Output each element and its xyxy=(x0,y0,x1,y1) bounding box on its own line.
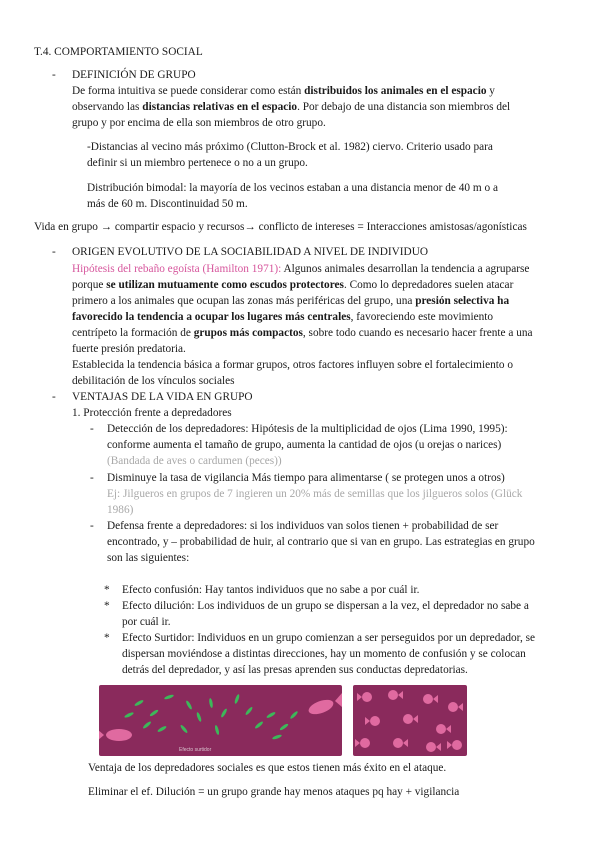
paragraph-line: debilitación de los vínculos sociales xyxy=(72,375,235,387)
bullet-dash: - xyxy=(90,423,94,435)
paragraph-line: grupo y por encima de ella son miembros de otro grupo. xyxy=(72,117,326,129)
paragraph-line: Defensa frente a depredadores: si los individuos van solos tienen + probabilidad de ser xyxy=(107,520,499,532)
fountain-effect-image xyxy=(99,685,342,756)
paragraph-line: Eliminar el ef. Dilución = un grupo grande hay menos ataques pq hay + vigilancia xyxy=(88,786,460,798)
paragraph-line: primero a los animales que ocupan las zonas más periféricas del grupo, una presión selectiva ha xyxy=(72,295,510,307)
star-item-line: dispersan moviéndose a distintas direcciones, hay un momento de confusión y se colocan xyxy=(122,648,526,660)
paragraph-line: Detección de los depredadores: Hipótesis de la multiplicidad de ojos (Lima 1990, 1995): xyxy=(107,423,508,435)
summary-line: Vida en grupo → compartir espacio y recursos→ conflicto de intereses = Interacciones amistosas/agonísticas xyxy=(34,221,527,233)
star-item-line: detrás del depredador, y así las presas aprenden sus conductas depredatorias. xyxy=(122,664,468,676)
page-title: T.4. COMPORTAMIENTO SOCIAL xyxy=(34,46,203,58)
paragraph-line: Ventaja de los depredadores sociales es que estos tienen más éxito en el ataque. xyxy=(88,762,447,774)
section-heading-ventajas: VENTAJAS DE LA VIDA EN GRUPO xyxy=(72,391,253,403)
dilution-effect-image xyxy=(353,685,467,756)
paragraph-line: observando las distancias relativas en el espacio. Por debajo de una distancia son miembros del xyxy=(72,101,511,113)
paragraph-line: (Bandada de aves o cardumen (peces)) xyxy=(107,455,282,467)
paragraph-line: definir si un miembro pertenece o no a un grupo. xyxy=(87,157,308,169)
paragraph-line: 1986) xyxy=(107,504,134,516)
paragraph-line: fuerte presión predatoria. xyxy=(72,343,186,355)
section-heading-origen: ORIGEN EVOLUTIVO DE LA SOCIABILIDAD A NIVEL DE INDIVIDUO xyxy=(72,246,429,258)
paragraph-line: Distribución bimodal: la mayoría de los vecinos estaban a una distancia menor de 40 m o a xyxy=(87,182,498,194)
bullet-dash: - xyxy=(52,246,56,258)
paragraph-line: favorecido la tendencia a ocupar los lugares más centrales, favoreciendo este movimiento xyxy=(72,311,494,323)
paragraph-line: Hipótesis del rebaño egoísta (Hamilton 1971): Algunos animales desarrollan la tendencia a agruparse xyxy=(72,263,530,275)
paragraph-line: porque se utilizan mutuamente como escudos protectores. Como lo depredadores suelen atacar xyxy=(72,279,514,291)
bullet-dash: - xyxy=(90,520,94,532)
bullet-star: * xyxy=(104,632,110,644)
paragraph-line: -Distancias al vecino más próximo (Clutton-Brock et al. 1982) ciervo. Criterio usado para xyxy=(87,141,493,153)
section-heading-definicion: DEFINICIÓN DE GRUPO xyxy=(72,69,196,81)
paragraph-line: centrípeto la formación de grupos más compactos, sobre todo cuando es necesario hacer frente a una xyxy=(72,327,533,339)
bullet-dash: - xyxy=(52,69,56,81)
paragraph-line: encontrado, y – probabilidad de huir, al contrario que si van en grupo. Las estrategias en grupo xyxy=(107,536,535,548)
paragraph-line: Establecida la tendencia básica a formar grupos, otros factores influyen sobre el fortalecimiento o xyxy=(72,359,514,371)
bullet-star: * xyxy=(104,600,110,612)
paragraph-line: Disminuye la tasa de vigilancia Más tiempo para alimentarse ( se protegen unos a otros) xyxy=(107,472,505,484)
star-item-line: Efecto confusión: Hay tantos individuos que no sabe a por cuál ir. xyxy=(122,584,420,596)
paragraph-line: conforme aumenta el tamaño de grupo, aumenta la cantidad de ojos (u orejas o narices) xyxy=(107,439,502,451)
bullet-dash: - xyxy=(90,472,94,484)
star-item-line: Efecto Surtidor: Individuos en un grupo comienzan a ser perseguidos por un depredador, se xyxy=(122,632,536,644)
image-caption: Efecto surtidor xyxy=(179,747,212,753)
paragraph-line: De forma intuitiva se puede considerar como están distribuidos los animales en el espacio y xyxy=(72,85,495,97)
star-item-line: por cuál ir. xyxy=(122,616,171,628)
bullet-star: * xyxy=(104,584,110,596)
paragraph-line: son las siguientes: xyxy=(107,552,190,564)
star-item-line: Efecto dilución: Los individuos de un grupo se dispersan a la vez, el depredador no sabe a xyxy=(122,600,529,612)
paragraph-line: Ej: Jilgueros en grupos de 7 ingieren un 20% más de semillas que los jilgueros solos (Glück xyxy=(107,488,523,500)
bullet-dash: - xyxy=(52,391,56,403)
paragraph-line: más de 60 m. Discontinuidad 50 m. xyxy=(87,198,248,210)
numbered-item: 1. Protección frente a depredadores xyxy=(72,407,232,419)
